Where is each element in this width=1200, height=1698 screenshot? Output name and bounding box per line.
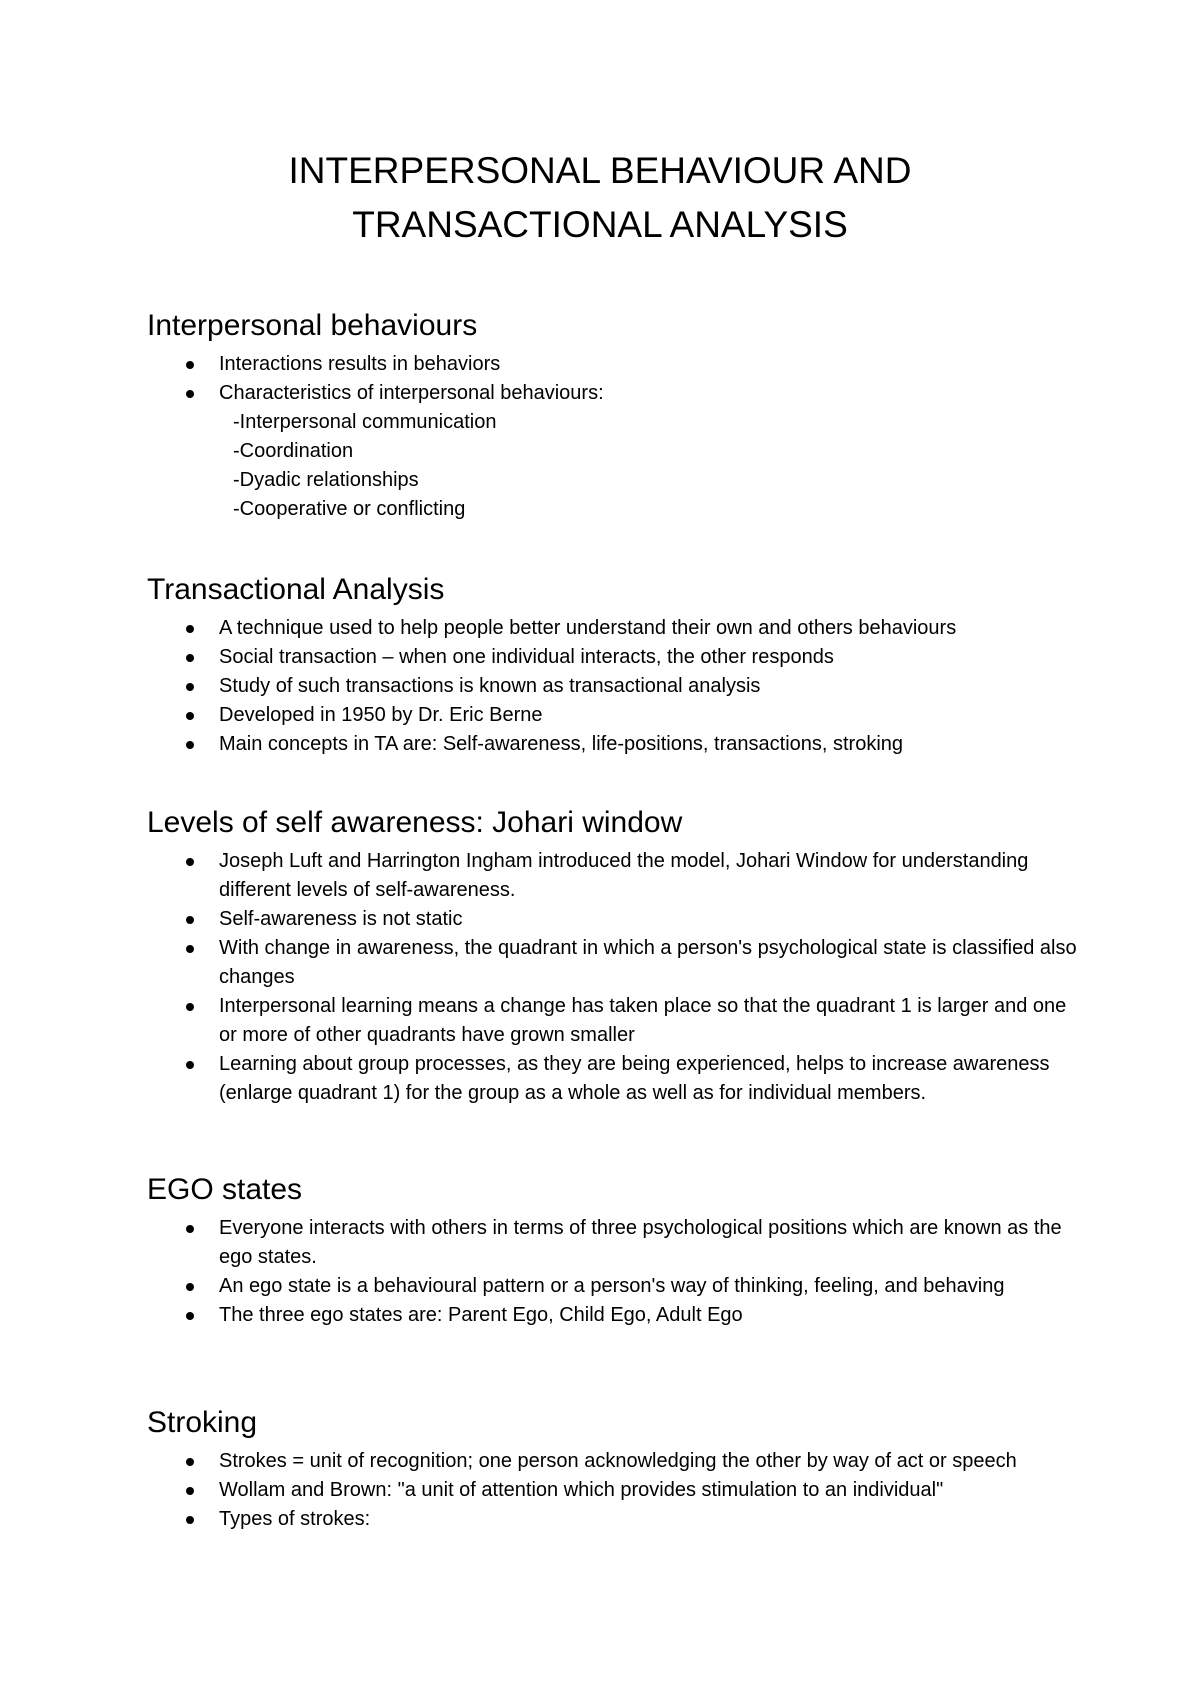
section-heading: Interpersonal behaviours xyxy=(147,309,478,342)
section-transactional-analysis xyxy=(147,570,1077,759)
sub-list-item: -Interpersonal communication xyxy=(233,411,497,433)
bullet-list xyxy=(147,847,1077,1108)
bullet-icon xyxy=(186,1003,194,1011)
section-heading: Stroking xyxy=(147,1406,258,1439)
list-item-text: Characteristics of interpersonal behaviours: xyxy=(219,382,604,404)
sub-list-item: -Cooperative or conflicting xyxy=(233,498,466,520)
bullet-icon xyxy=(186,1061,194,1069)
list-item-text: Interactions results in behaviors xyxy=(219,353,501,375)
section-heading: Transactional Analysis xyxy=(147,573,445,606)
list-item xyxy=(147,934,1077,992)
section-ego-states xyxy=(147,1170,1077,1330)
list-item xyxy=(147,614,1077,643)
bullet-list xyxy=(147,614,1077,759)
list-item xyxy=(147,672,1077,701)
bullet-icon xyxy=(186,625,194,633)
section-johari-window xyxy=(147,803,1077,1108)
list-item xyxy=(147,1050,1077,1108)
list-item xyxy=(147,350,1077,379)
bullet-icon xyxy=(186,1487,194,1495)
section-heading: Levels of self awareness: Johari window xyxy=(147,806,683,839)
list-item xyxy=(147,1447,1077,1476)
bullet-icon xyxy=(186,741,194,749)
list-item-text: Developed in 1950 by Dr. Eric Berne xyxy=(219,704,543,726)
bullet-icon xyxy=(186,1458,194,1466)
list-item-text: Self-awareness is not static xyxy=(219,908,463,930)
list-item xyxy=(147,1272,1077,1301)
document-title xyxy=(0,144,1200,252)
list-item-text: Wollam and Brown: "a unit of attention which provides stimulation to an individual" xyxy=(219,1479,944,1501)
sub-list-item: -Dyadic relationships xyxy=(233,469,419,491)
list-item-text: Main concepts in TA are: Self-awareness, life-positions, transactions, stroking xyxy=(219,733,904,755)
list-item-text: Study of such transactions is known as transactional analysis xyxy=(219,675,761,697)
section-interpersonal-behaviours xyxy=(147,306,1077,524)
list-item-text: An ego state is a behavioural pattern or a person's way of thinking, feeling, and behaving xyxy=(219,1275,1005,1297)
bullet-icon xyxy=(186,1283,194,1291)
bullet-list xyxy=(147,350,1077,524)
list-item xyxy=(147,643,1077,672)
list-item xyxy=(147,992,1077,1050)
bullet-icon xyxy=(186,916,194,924)
bullet-icon xyxy=(186,858,194,866)
bullet-icon xyxy=(186,1516,194,1524)
bullet-icon xyxy=(186,945,194,953)
list-item xyxy=(147,905,1077,934)
sub-list xyxy=(219,408,1077,524)
bullet-icon xyxy=(186,390,194,398)
bullet-icon xyxy=(186,654,194,662)
bullet-icon xyxy=(186,712,194,720)
bullet-icon xyxy=(186,361,194,369)
list-item-text: The three ego states are: Parent Ego, Child Ego, Adult Ego xyxy=(219,1304,743,1326)
list-item-text: Interpersonal learning means a change has taken place so that the quadrant 1 is larger and one or more of other quadrants have grown smaller xyxy=(219,995,1067,1046)
list-item xyxy=(147,1214,1077,1272)
list-item-text: Learning about group processes, as they are being experienced, helps to increase awareness (enlarge quadrant 1) for the group as a whole as well as for individual members. xyxy=(219,1053,1050,1104)
document-title-line-2: TRANSACTIONAL ANALYSIS xyxy=(352,204,848,245)
list-item xyxy=(147,1301,1077,1330)
list-item-text: With change in awareness, the quadrant in which a person's psychological state is classified also changes xyxy=(219,937,1077,988)
list-item-text: Types of strokes: xyxy=(219,1508,371,1530)
list-item xyxy=(147,847,1077,905)
list-item-text: Everyone interacts with others in terms of three psychological positions which are known as the ego states. xyxy=(219,1217,1062,1268)
document-title-line-1: INTERPERSONAL BEHAVIOUR AND xyxy=(288,150,912,191)
list-item xyxy=(147,1476,1077,1505)
bullet-icon xyxy=(186,683,194,691)
list-item-text: A technique used to help people better understand their own and others behaviours xyxy=(219,617,957,639)
section-heading: EGO states xyxy=(147,1173,303,1206)
list-item xyxy=(147,730,1077,759)
list-item-text: Joseph Luft and Harrington Ingham introduced the model, Johari Window for understanding different levels of self-awareness. xyxy=(219,850,1029,901)
section-stroking xyxy=(147,1403,1077,1534)
bullet-list xyxy=(147,1214,1077,1330)
bullet-icon xyxy=(186,1225,194,1233)
list-item xyxy=(147,1505,1077,1534)
list-item-text: Strokes = unit of recognition; one person acknowledging the other by way of act or speech xyxy=(219,1450,1017,1472)
sub-list-item: -Coordination xyxy=(233,440,354,462)
bullet-icon xyxy=(186,1312,194,1320)
list-item xyxy=(147,379,1077,524)
list-item-text: Social transaction – when one individual interacts, the other responds xyxy=(219,646,834,668)
list-item xyxy=(147,701,1077,730)
bullet-list xyxy=(147,1447,1077,1534)
